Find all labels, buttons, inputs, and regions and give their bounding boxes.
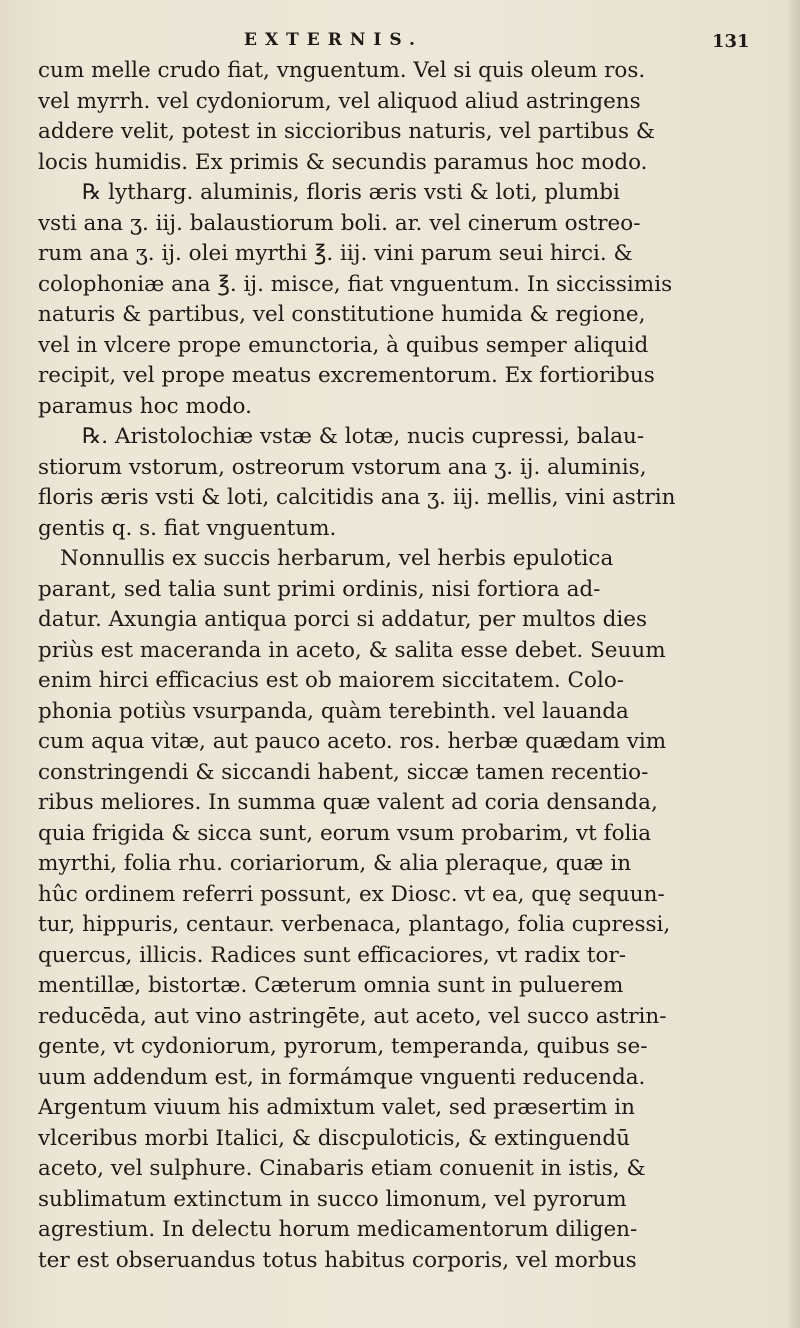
text-line: tur, hippuris, centaur. verbenaca, plantago, folia cupressi, [38, 912, 671, 937]
text-line: vlceribus morbi Italici, & discpuloticis, & extinguendū [38, 1125, 631, 1151]
running-head: EXTERNIS. [244, 30, 423, 50]
text-line: recipit, vel prope meatus excrementorum. Ex fortioribus [38, 363, 655, 388]
text-line: reducēda, aut vino astringēte, aut aceto, vel succo astrin- [38, 1003, 667, 1029]
text-line: enim hirci efficacius est ob maiorem siccitatem. Colo- [38, 668, 625, 693]
text-line: ribus meliores. In summa quæ valent ad coria densanda, [38, 790, 658, 815]
text-line: ℞ lytharg. aluminis, floris æris vsti & loti, plumbi [82, 180, 620, 205]
text-line: rum ana ʒ. ij. olei myrthi ℥. iij. vini parum seui hirci. & [38, 241, 633, 266]
text-line: vel in vlcere prope emunctoria, à quibus semper aliquid [38, 332, 649, 358]
text-line: colophoniæ ana ℥. ij. misce, fiat vnguentum. In siccissimis [38, 271, 673, 297]
page-number: 131 [712, 31, 750, 52]
text-line: hûc ordinem referri possunt, ex Diosc. vt ea, quę sequun- [38, 881, 665, 907]
text-line: gente, vt cydoniorum, pyrorum, temperanda, quibus se- [38, 1034, 648, 1059]
text-line: Nonnullis ex succis herbarum, vel herbis epulotica [60, 546, 614, 571]
text-line: sublimatum extinctum in succo limonum, vel pyrorum [38, 1186, 627, 1212]
text-line: constringendi & siccandi habent, siccæ tamen recentio- [38, 759, 649, 785]
text-line: parant, sed talia sunt primi ordinis, nisi fortiora ad- [38, 576, 601, 602]
text-line: cum melle crudo fiat, vnguentum. Vel si quis oleum ros. [38, 58, 646, 83]
text-line: gentis q. s. fiat vnguentum. [38, 515, 337, 541]
text-line: myrthi, folia rhu. coriariorum, & alia pleraque, quæ in [38, 851, 632, 876]
text-line: phonia potiùs vsurpanda, quàm terebinth. vel lauanda [38, 698, 629, 724]
text-line: vsti ana ʒ. iij. balaustiorum boli. ar. vel cinerum ostreo- [38, 210, 641, 236]
body-text [38, 56, 773, 1276]
text-line: addere velit, potest in siccioribus naturis, vel partibus & [38, 119, 655, 144]
text-line: naturis & partibus, vel constitutione humida & regione, [38, 302, 646, 327]
text-line: quercus, illicis. Radices sunt efficaciores, vt radix tor- [38, 942, 627, 968]
text-line: ℞. Aristolochiæ vstæ & lotæ, nucis cupressi, balau- [82, 424, 645, 449]
text-line: paramus hoc modo. [38, 393, 252, 419]
text-line: ter est obseruandus totus habitus corporis, vel morbus [38, 1247, 637, 1273]
text-line: Argentum viuum his admixtum valet, sed præsertim in [38, 1095, 636, 1120]
text-line: locis humidis. Ex primis & secundis paramus hoc modo. [38, 149, 648, 175]
text-line: aceto, vel sulphure. Cinabaris etiam conuenit in istis, & [38, 1156, 646, 1181]
text-line: agrestium. In delectu horum medicamentorum diligen- [38, 1217, 638, 1242]
text-line: quia frigida & sicca sunt, eorum vsum probarim, vt folia [38, 820, 652, 846]
text-line: stiorum vstorum, ostreorum vstorum ana ʒ. ij. aluminis, [38, 454, 647, 480]
text-line: floris æris vsti & loti, calcitidis ana ʒ. iij. mellis, vini astrin [38, 485, 676, 510]
text-line: priùs est maceranda in aceto, & salita esse debet. Seuum [38, 637, 666, 663]
text-line: uum addendum est, in formámque vnguenti reducenda. [38, 1064, 646, 1090]
text-line: datur. Axungia antiqua porci si addatur, per multos dies [38, 607, 648, 632]
text-line: cum aqua vitæ, aut pauco aceto. ros. herbæ quædam vim [38, 729, 667, 754]
page-edge-shadow [786, 0, 800, 1328]
text-line: mentillæ, bistortæ. Cæterum omnia sunt in puluerem [38, 973, 624, 998]
text-line: vel myrrh. vel cydoniorum, vel aliquod aliud astringens [38, 88, 641, 114]
